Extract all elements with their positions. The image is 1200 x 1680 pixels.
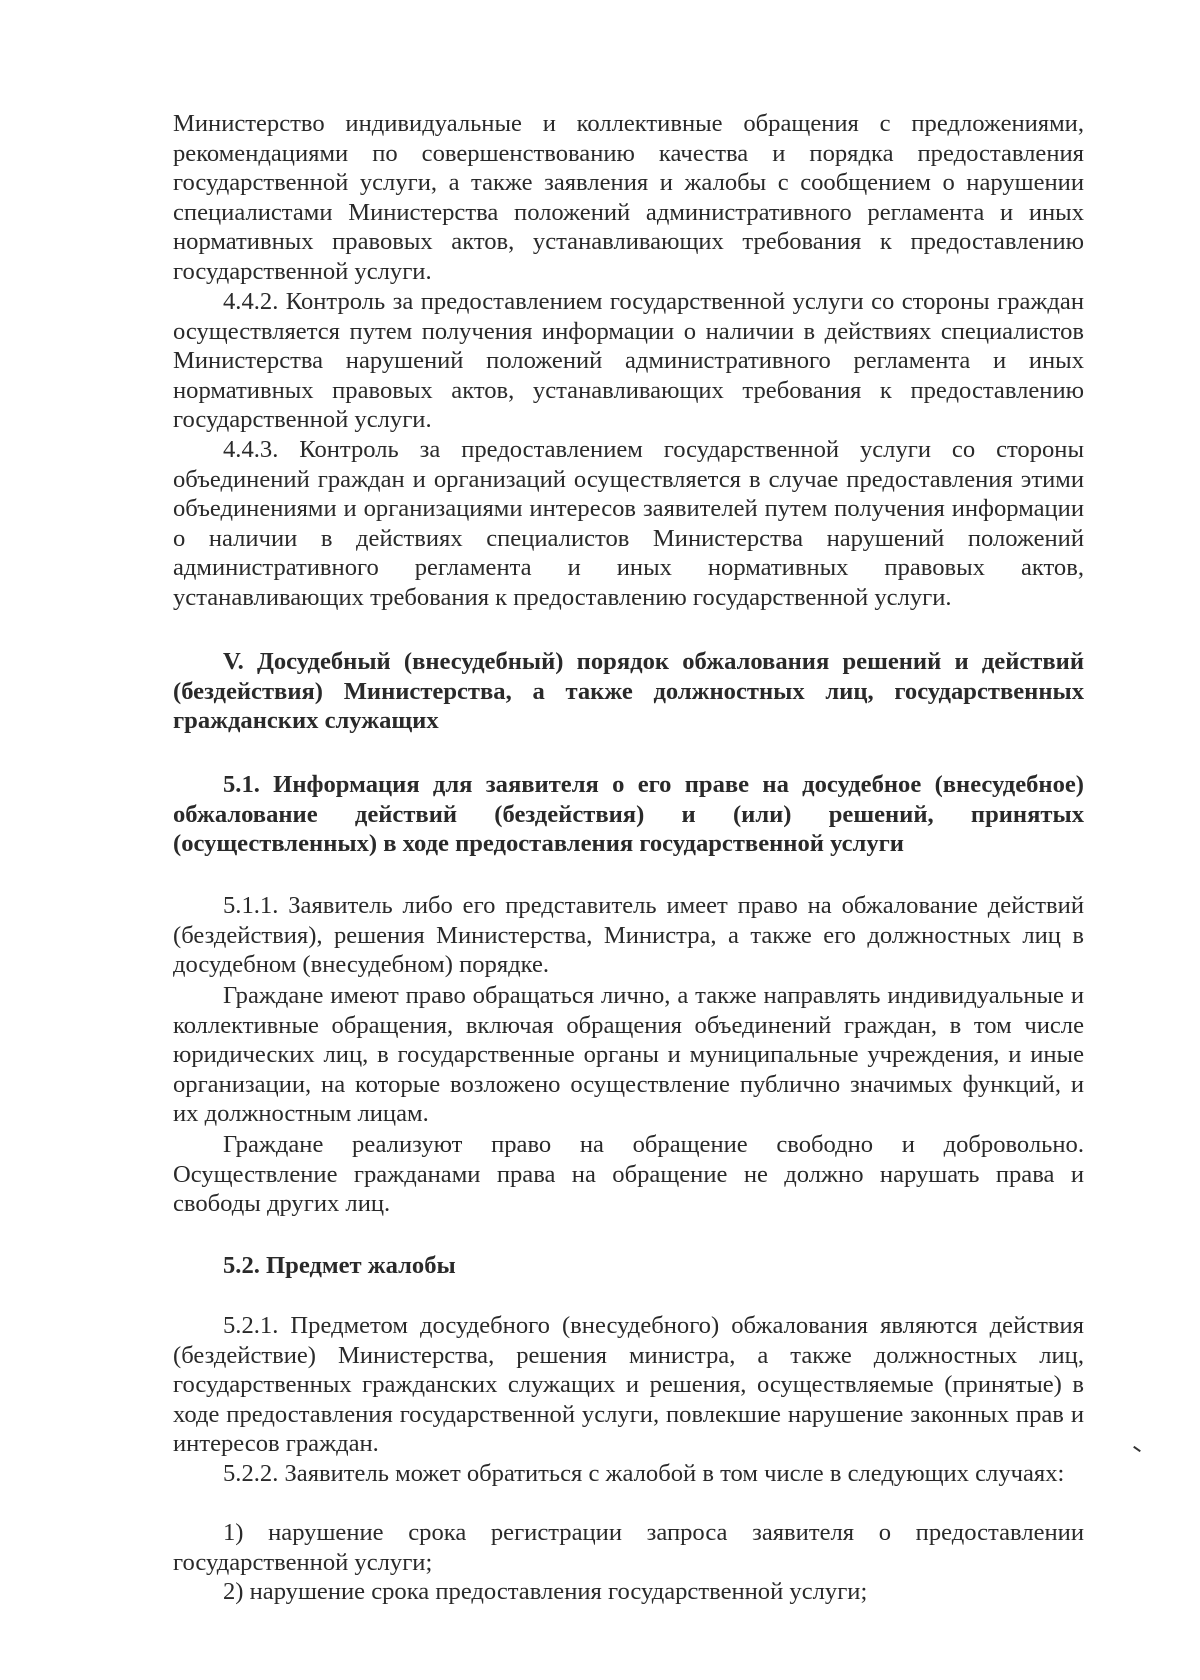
- paragraph-5-2-2: [173, 1459, 1084, 1489]
- subsection-heading: 5.1. Информация для заявителя о его праве на досудебное (внесудебное) обжалование действий (бездействия) и (или) решений, принятых (осуществленных) в ходе предоставления государственной услуги: [173, 771, 1084, 858]
- list-item-text: 2) нарушение срока предоставления государственной услуги;: [223, 1578, 868, 1605]
- scan-speck: [1133, 1446, 1141, 1452]
- paragraph-text: Министерство индивидуальные и коллективные обращения с предложениями, рекомендациями по совершенствованию качества и порядка предоставления государственной услуги, а также заявления и жалобы с сообщением о нарушении специалистами Министерства положений административного регламента и иных нормативных правовых актов, устанавливающих требования к предоставлению государственной услуги.: [173, 110, 1084, 285]
- list-item-2: [173, 1577, 1084, 1607]
- subsection-5-2-heading: [173, 1251, 1084, 1281]
- subsection-heading: 5.2. Предмет жалобы: [223, 1252, 456, 1279]
- list-item-text: 1) нарушение срока регистрации запроса заявителя о предоставлении государственной услуги;: [173, 1519, 1084, 1576]
- section-heading: V. Досудебный (внесудебный) порядок обжалования решений и действий (бездействия) Министерства, а также должностных лиц, государственных гражданских служащих: [173, 648, 1084, 735]
- paragraph-text: 5.2.1. Предметом досудебного (внесудебного) обжалования являются действия (бездействие) Министерства, решения министра, а также должностных лиц, государственных гражданских служащих и решения, осуществляемые (принятые) в ходе предоставления государственной услуги, повлекшие нарушение законных прав и интересов граждан.: [173, 1312, 1084, 1458]
- paragraph-text: 4.4.3. Контроль за предоставлением государственной услуги со стороны объединений граждан и организаций осуществляется в случае предоставления этими объединениями и организациями интересов заявителей путем получения информации о наличии в действиях специалистов Министерства нарушений положений административного регламента и иных нормативных правовых актов, устанавливающих требования к предоставлению государственной услуги.: [173, 436, 1084, 611]
- paragraph-text: 4.4.2. Контроль за предоставлением государственной услуги со стороны граждан осуществляется путем получения информации о наличии в действиях специалистов Министерства нарушений положений административного регламента и иных нормативных правовых актов, устанавливающих требования к предоставлению государственной услуги.: [173, 288, 1084, 434]
- subsection-5-1-heading: [173, 770, 1084, 859]
- paragraph-5-2-1: [173, 1311, 1084, 1459]
- paragraph-ministry-appeals: [173, 109, 1084, 287]
- paragraph-citizens-right: [173, 981, 1084, 1129]
- paragraph-text: 5.2.2. Заявитель может обратиться с жалобой в том числе в следующих случаях:: [223, 1460, 1065, 1487]
- paragraph-4-4-2: [173, 287, 1084, 435]
- paragraph-citizens-voluntary: [173, 1130, 1084, 1219]
- paragraph-4-4-3: [173, 435, 1084, 613]
- paragraph-text: Граждане реализуют право на обращение свободно и добровольно. Осуществление гражданами права на обращение не должно нарушать права и свободы других лиц.: [173, 1131, 1084, 1218]
- section-5-heading: [173, 647, 1084, 736]
- paragraph-5-1-1: [173, 891, 1084, 980]
- paragraph-text: 5.1.1. Заявитель либо его представитель имеет право на обжалование действий (бездействия), решения Министерства, Министра, а также его должностных лиц в досудебном (внесудебном) порядке.: [173, 892, 1084, 979]
- list-item-1: [173, 1518, 1084, 1577]
- paragraph-text: Граждане имеют право обращаться лично, а также направлять индивидуальные и коллективные обращения, включая обращения объединений граждан, в том числе юридических лиц, в государственные органы и муниципальные учреждения, и иные организации, на которые возложено осуществление публично значимых функций, и их должностным лицам.: [173, 982, 1084, 1128]
